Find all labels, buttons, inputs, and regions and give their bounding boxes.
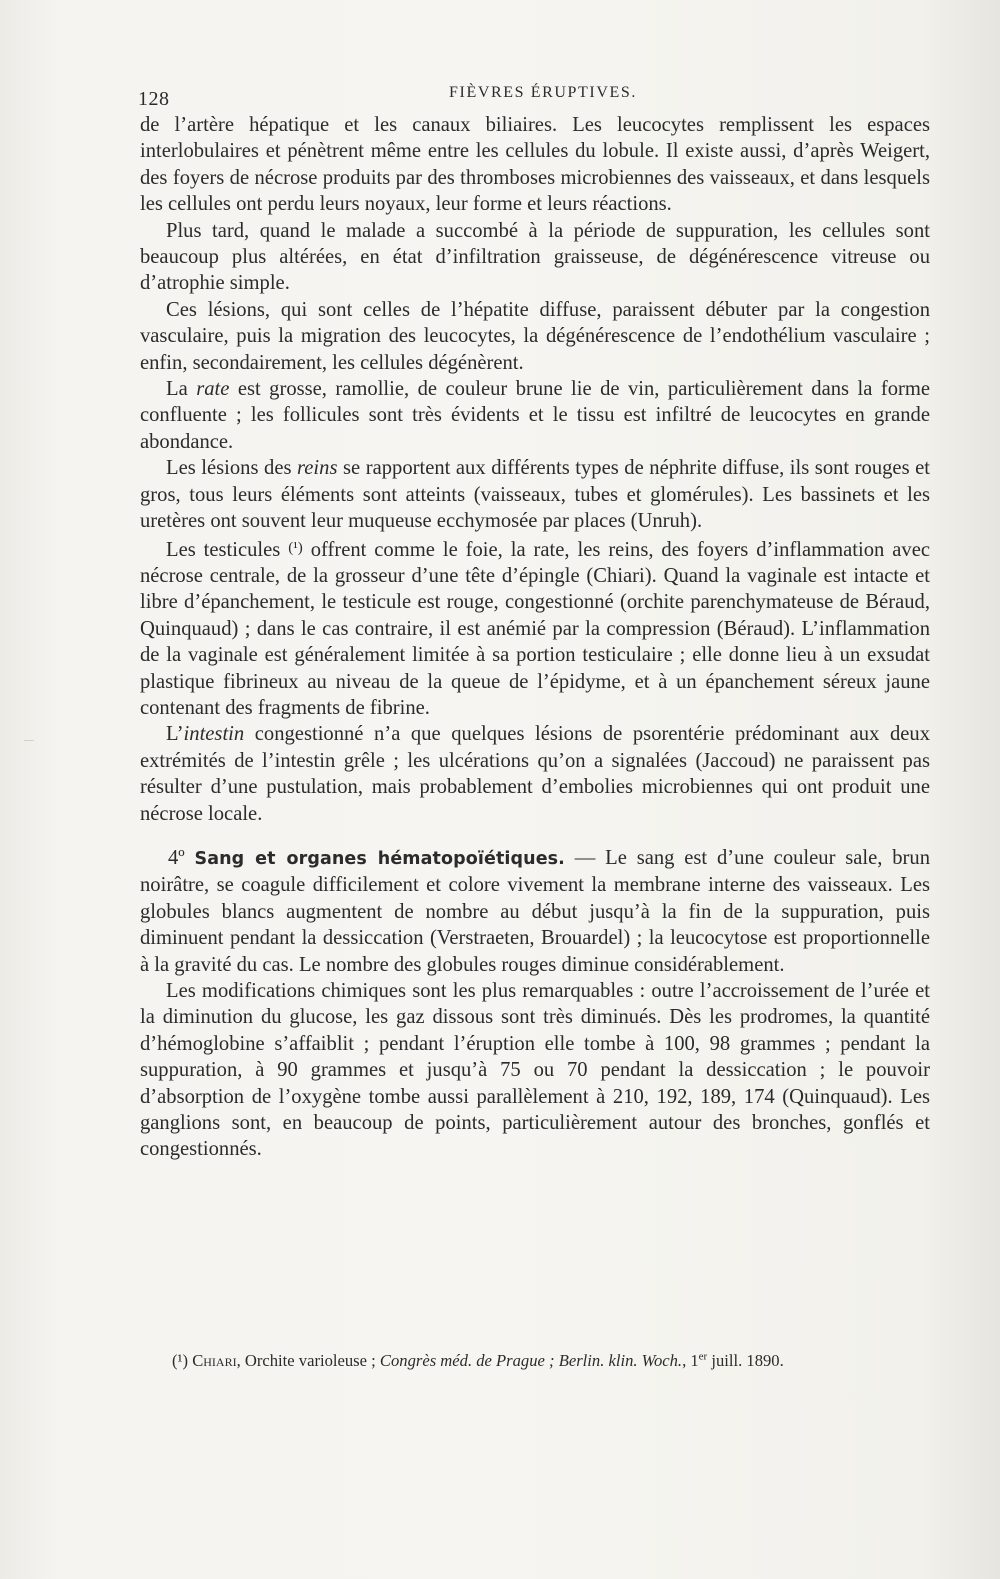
italic-term-rate: rate bbox=[196, 378, 230, 401]
paragraph-kidneys bbox=[140, 455, 930, 534]
footnote-author: Chiari bbox=[192, 1351, 237, 1370]
footnote-superscript: er bbox=[698, 1350, 708, 1363]
section-number: 4º bbox=[168, 846, 185, 869]
text-run: Les lésions des bbox=[166, 457, 298, 480]
paragraph-late-lesions: Plus tard, quand le malade a succombé à la période de suppuration, les cellules sont beaucoup plus altérées, en état d’infiltration graisseuse, de dégénérescence vitreuse ou d’atrophie simple. bbox=[140, 219, 930, 295]
text-run: Les testicules bbox=[166, 538, 289, 561]
italic-term-intestin: intestin bbox=[183, 723, 245, 746]
page-header bbox=[138, 84, 928, 114]
italic-term-reins: reins bbox=[297, 457, 338, 480]
section-heading: Sang et organes hématopoïétiques. bbox=[194, 848, 565, 869]
text-run: congestionné n’a que quelques lésions de psorentérie prédominant aux deux extrémités de l’intestin grêle ; les ulcérations qu’on a signalées (Jaccoud) ne paraissent pas résulter d’une pustulation, mais probablement d’embolies microbiennes qui ont produit une nécrose locale. bbox=[140, 723, 930, 825]
paragraph-diffuse-hepatitis: Ces lésions, qui sont celles de l’hépatite diffuse, paraissent débuter par la congestion vasculaire, puis la migration des leucocytes, la dégénérescence de l’endothélium vasculaire ; enfin, secondairement, les cellules dégénèrent. bbox=[140, 298, 930, 374]
footnote-reference[interactable]: (¹) bbox=[288, 539, 303, 556]
text-run: — Le sang est d’une couleur sale, brun noirâtre, se coagule difficilement et colore vivement la membrane interne des vaisseaux. Les globules blancs augmentent de nombre au début jusqu’à la fin de la suppuration, puis diminuent pendant la dessiccation (Verstraeten, Brouardel) ; la leucocytose est proportionnelle à la gravité du cas. Le nombre des globules rouges diminue considérablement. bbox=[140, 846, 930, 976]
page-edge-mark bbox=[24, 740, 34, 741]
paragraph-intestine bbox=[140, 721, 930, 827]
text-run: L’ bbox=[166, 723, 184, 746]
body-text bbox=[140, 112, 930, 1163]
text-run: se rapportent aux différents types de néphrite diffuse, ils sont rouges et gros, tous leurs éléments sont atteints (vaisseaux, tubes et glomérules). Les bassinets et les uretères ont souvent leur muqueuse ecchymosée par places (Unruh). bbox=[140, 457, 930, 533]
footnote bbox=[172, 1350, 932, 1372]
paragraph-blood-section bbox=[140, 845, 930, 978]
paragraph-spleen bbox=[140, 376, 930, 455]
text-run: offrent comme le foie, la rate, les reins, des foyers d’inflammation avec nécrose centrale, de la grosseur d’une tête d’épingle (Chiari). Quand la vaginale est intacte et libre d’épanchement, le testicule est rouge, congestionné (orchite parenchymateuse de Béraud, Quinquaud) ; dans le cas contraire, il est anémié par la compression (Béraud). L’inflammation de la vaginale est généralement limitée à sa portion testiculaire ; elle donne lieu à un exsudat plastique fibrineux au niveau de la queue de l’épidyme, et à un épanchement séreux jaune contenant des fragments de fibrine. bbox=[140, 538, 930, 719]
paragraph-testicles bbox=[140, 535, 930, 722]
paragraph-liver-lesions: de l’artère hépatique et les canaux biliaires. Les leucocytes remplissent les espaces interlobulaires et pénètrent même entre les cellules du lobule. Il existe aussi, d’après Weigert, des foyers de nécrose produits par des thromboses microbiennes des vaisseaux, et dans lesquels les cellules ont perdu leurs noyaux, leur forme et leurs réactions. bbox=[140, 114, 930, 216]
paragraph-chemical-modifications: Les modifications chimiques sont les plus remarquables : outre l’accroissement de l’urée et la diminution du glucose, les gaz dissous sont très diminués. Dès les prodromes, la quantité d’hémoglobine s’affaiblit ; pendant l’éruption elle tombe à 100, 98 grammes ; pendant la suppuration, à 90 grammes et jusqu’à 75 ou 70 pendant la dessiccation ; le pouvoir d’absorption de l’oxygène tombe aussi parallèlement à 210, 192, 189, 174 (Quinquaud). Les ganglions sont, en beaucoup de points, particulièrement autour des bronches, gonflés et congestionnés. bbox=[140, 980, 930, 1161]
page-number: 128 bbox=[138, 88, 170, 110]
footnote-journal: Congrès méd. de Prague ; Berlin. klin. Woch. bbox=[379, 1351, 683, 1370]
text-run: La bbox=[166, 378, 197, 401]
text-run: , Orchite varioleuse ; bbox=[236, 1351, 380, 1370]
text-run: juill. 1890. bbox=[707, 1351, 784, 1370]
text-run: , 1 bbox=[682, 1351, 699, 1370]
footnote-marker: (¹) bbox=[172, 1351, 189, 1370]
text-run: est grosse, ramollie, de couleur brune lie de vin, particulièrement dans la forme confluente ; les follicules sont très évidents et le tissu est infiltré de leucocytes en grande abondance. bbox=[140, 378, 931, 453]
running-title: FIÈVRES ÉRUPTIVES. bbox=[449, 84, 637, 101]
